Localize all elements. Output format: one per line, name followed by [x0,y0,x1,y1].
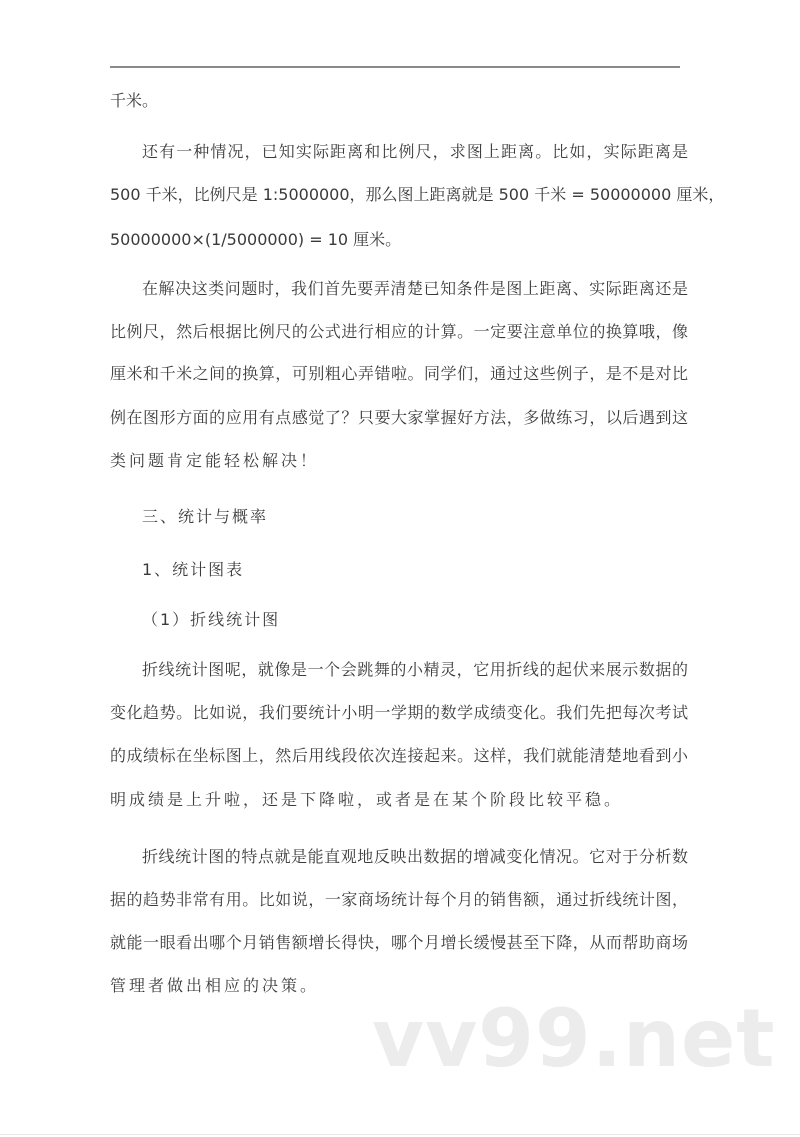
text-line: 折线统计图呢，就像是一个会跳舞的小精灵，它用折线的起伏来展示数据的 [142,660,688,679]
text-line: 千米。 [110,91,159,110]
subsection-heading: 1、统计图表 [142,560,245,579]
text-line: 管理者做出相应的决策。 [110,976,320,995]
text-line: 变化趋势。比如说，我们要统计小明一学期的数学成绩变化。我们先把每次考试 [110,703,688,722]
text-line: 比例尺，然后根据比例尺的公式进行相应的计算。一定要注意单位的换算哦，像 [110,322,688,341]
text-line: 折线统计图的特点就是能直观地反映出数据的增减变化情况。它对于分析数 [142,847,688,866]
text-line: 还有一种情况，已知实际距离和比例尺，求图上距离。比如，实际距离是 [142,142,688,161]
text-line: 在解决这类问题时，我们首先要弄清楚已知条件是图上距离、实际距离还是 [142,279,688,298]
text-line: 厘米和千米之间的换算，可别粗心弄错啦。同学们，通过这些例子，是不是对比 [110,364,688,383]
text-line: 据的趋势非常有用。比如说，一家商场统计每个月的销售额，通过折线统计图， [110,890,688,909]
text-line: 的成绩标在坐标图上，然后用线段依次连接起来。这样，我们就能清楚地看到小 [110,746,688,765]
header-rule [110,66,680,68]
text-line: 类问题肯定能轻松解决！ [110,451,320,470]
watermark: vv99.net [372,992,776,1085]
subsubsection-heading: （1）折线统计图 [142,610,281,629]
page-bottom-edge [0,1134,800,1135]
text-line: 例在图形方面的应用有点感觉了？只要大家掌握好方法，多做练习，以后遇到这 [110,408,688,427]
text-line: 就能一眼看出哪个月销售额增长得快，哪个月增长缓慢甚至下降，从而帮助商场 [110,933,688,952]
section-heading: 三、统计与概率 [142,507,269,526]
text-line: 500 千米，比例尺是 1:5000000，那么图上距离就是 500 千米 = 50000000 厘米， [110,185,725,204]
text-line: 明成绩是上升啦，还是下降啦，或者是在某个阶段比较平稳。 [110,790,624,809]
text-line: 50000000×(1/5000000) = 10 厘米。 [110,230,402,249]
